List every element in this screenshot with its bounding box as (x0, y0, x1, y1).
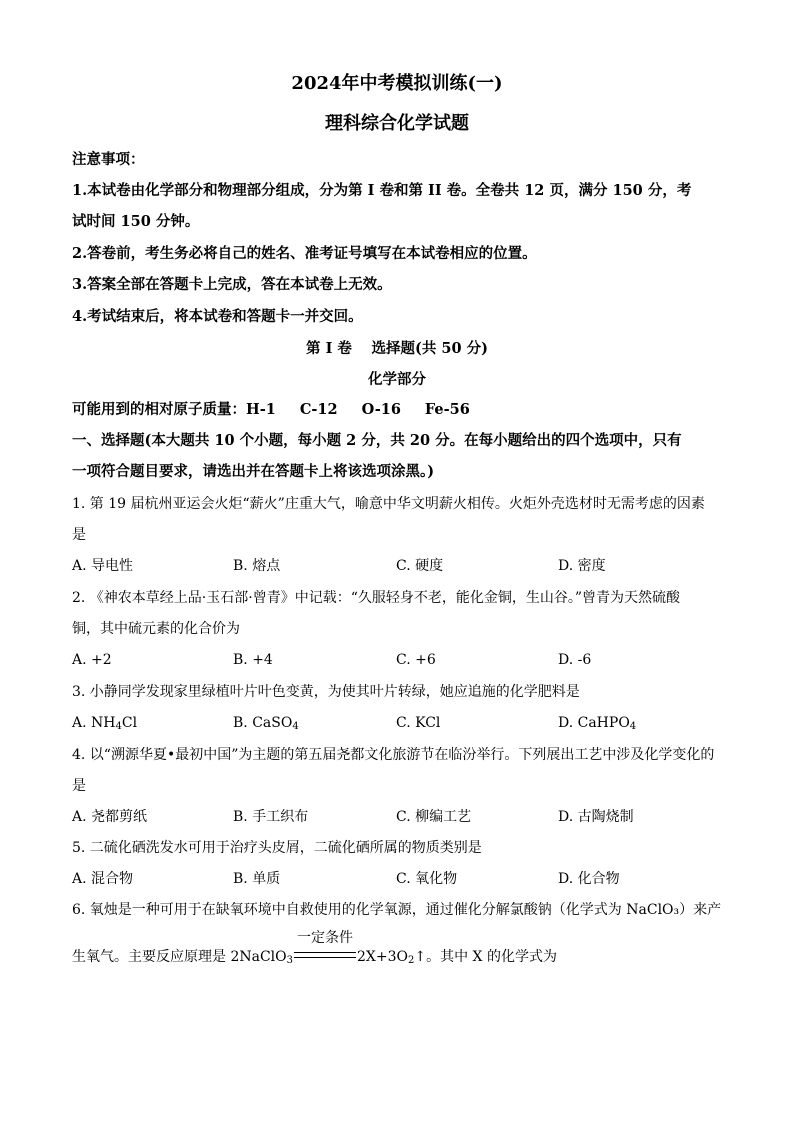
question-2-option-d: D. -6 (558, 652, 592, 668)
question-2-stem-line-2: 铜，其中硫元素的化合价为 (72, 621, 240, 637)
question-4-option-d: D. 古陶烧制 (558, 809, 634, 825)
question-4-option-c: C. 柳编工艺 (396, 809, 472, 825)
question-6-equation-line: 生氧气。主要反应原理是 2NaClO$_3$ 一定条件 $2X+3O_2↑$。其中 X 的化学式为 (72, 930, 557, 966)
question-5-option-d: D. 化合物 (558, 871, 620, 887)
question-2-stem-line-1: 2. 《神农本草经上品·玉石部·曾青》中记载：“久服轻身不老，能化金铜，生山谷。”曾青为天然硫酸 (72, 590, 681, 606)
question-4-stem-line-1: 4. 以“溯源华夏•最初中国”为主题的第五届尧都文化旅游节在临汾举行。下列展出工艺中涉及化学变化的 (72, 747, 715, 763)
instructions-line-2: 一项符合题目要求，请选出并在答题卡上将该选项涂黑。) (72, 463, 435, 480)
atomic-mass-c: C-12 (299, 401, 338, 418)
question-2-option-a: A. +2 (72, 652, 112, 668)
note-item-1-line-2: 试时间 150 分钟。 (72, 213, 200, 230)
question-1-option-d: D. 密度 (558, 558, 606, 574)
question-3-option-a: A. $NH_4Cl$ (72, 715, 138, 732)
section-heading: 化学部分 (368, 371, 426, 388)
atomic-mass-o: O-16 (361, 401, 401, 418)
question-1-stem-line-2: 是 (72, 527, 86, 543)
reaction-condition-text: 一定条件 (297, 930, 353, 946)
atomic-mass-fe: Fe-56 (424, 401, 470, 418)
question-5-option-a: A. 混合物 (72, 871, 134, 887)
note-item-4: 4.考试结束后，将本试卷和答题卡一并交回。 (72, 308, 363, 325)
exam-title: 2024年中考模拟训练(一) (291, 73, 503, 94)
question-6-stem-line-1: 6. 氧烛是一种可用于在缺氧环境中自救使用的化学氧源，通过催化分解氯酸钠（化学式为 NaClO₃）来产 (72, 902, 722, 918)
question-1-stem-line-1: 1. 第 19 届杭州亚运会火炬“薪火”庄重大气，喻意中华文明薪火相传。火炬外壳选材时无需考虑的因素 (72, 496, 705, 512)
question-5-option-c: C. 氧化物 (396, 871, 458, 887)
question-3-option-c: C. KCl (396, 715, 441, 731)
atomic-mass-line (72, 400, 470, 420)
question-3-option-d: D. CaHPO$_4$ (558, 715, 637, 732)
question-4-option-b: B. 手工织布 (233, 809, 309, 825)
question-1-option-a: A. 导电性 (72, 558, 134, 574)
instructions-line-1: 一、选择题(本大题共 10 个小题，每小题 2 分，共 20 分。在每小题给出的四个选项中，只有 (72, 432, 682, 449)
atomic-mass-label: 可能用到的相对原子质量： (72, 401, 246, 418)
reaction-condition-arrow (294, 930, 356, 967)
note-item-1-line-1: 1.本试卷由化学部分和物理部分组成，分为第 I 卷和第 II 卷。全卷共 12 页，满分 150 分，考 (72, 182, 692, 199)
question-3-stem-line-1: 3. 小静同学发现家里绿植叶片叶色变黄，为使其叶片转绿，她应追施的化学肥料是 (72, 684, 580, 700)
volume-heading: 第 I 卷 选择题(共 50 分) (306, 340, 488, 357)
notes-heading: 注意事项： (72, 151, 145, 168)
double-line-icon (294, 952, 356, 958)
question-1-option-c: C. 硬度 (396, 558, 444, 574)
question-5-stem-line-1: 5. 二硫化硒洗发水可用于治疗头皮屑，二硫化硒所属的物质类别是 (72, 840, 482, 856)
note-item-3: 3.答案全部在答题卡上完成，答在本试卷上无效。 (72, 276, 392, 293)
question-1-option-b: B. 熔点 (233, 558, 281, 574)
question-4-option-a: A. 尧都剪纸 (72, 809, 148, 825)
question-5-option-b: B. 单质 (233, 871, 281, 887)
question-4-stem-line-2: 是 (72, 778, 86, 794)
question-2-option-c: C. +6 (396, 652, 436, 668)
question-3-option-b: B. CaSO$_4$ (233, 715, 299, 732)
atomic-mass-h: H-1 (246, 401, 276, 418)
question-2-option-b: B. +4 (233, 652, 273, 668)
note-item-2: 2.答卷前，考生务必将自己的姓名、准考证号填写在本试卷相应的位置。 (72, 245, 537, 262)
exam-subtitle: 理科综合化学试题 (325, 113, 469, 134)
